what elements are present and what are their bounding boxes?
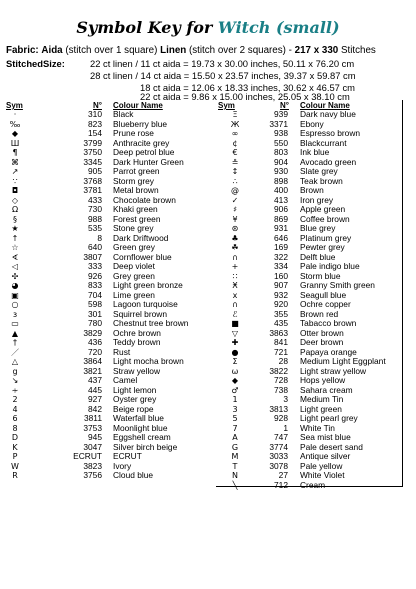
colour-name: Tabacco brown (300, 318, 357, 328)
colour-name: Anthracite grey (113, 137, 170, 148)
stitch-symbol: @ (231, 186, 239, 195)
colour-name: Storm grey (113, 175, 154, 186)
fabric-stitches: 217 x 330 (294, 45, 339, 56)
colour-name: Pewter grey (300, 242, 345, 252)
stitch-symbol: ■ (231, 319, 239, 328)
stitch-symbol: ☆ (11, 243, 19, 252)
stitch-symbol: 4 (12, 404, 18, 414)
stitch-symbol: ⊛ (231, 224, 239, 233)
stitch-symbol: ✚ (231, 338, 239, 347)
colour-number: 535 (88, 223, 102, 233)
colour-number: 833 (88, 280, 102, 290)
colour-number: 931 (274, 223, 288, 233)
colour-name: Deep petrol blue (113, 147, 175, 157)
colour-name: Rust (113, 346, 131, 357)
stitch-symbol: P (12, 452, 18, 461)
colour-name: Ebony (300, 118, 324, 129)
stitch-symbol: † (13, 338, 17, 347)
colour-number: 160 (274, 270, 288, 281)
stitch-symbol: ★ (11, 224, 19, 233)
colour-number: 927 (88, 394, 102, 404)
stitch-symbol: ∷ (232, 271, 238, 281)
colour-number: 3750 (83, 147, 102, 157)
colour-name: Light straw yellow (300, 365, 367, 376)
colour-name: Avocado green (300, 156, 357, 167)
colour-name: Deer brown (300, 337, 344, 347)
colour-name: Chestnut tree brown (113, 318, 189, 328)
colour-number: 780 (88, 318, 102, 328)
colour-name: Coffee brown (300, 213, 350, 224)
stitch-symbol: ♯ (233, 205, 237, 214)
stitch-symbol: ● (231, 347, 239, 357)
stitch-symbol: x (232, 290, 238, 300)
colour-number: 3821 (83, 365, 102, 376)
stitch-symbol: Ω (11, 205, 19, 214)
colour-name: Hops yellow (300, 375, 346, 385)
colour-number: 928 (274, 413, 288, 423)
stitch-symbol: · (13, 110, 17, 119)
colour-name: ECRUT (113, 451, 142, 461)
stitch-symbol: ↗ (11, 167, 19, 176)
colour-number: 842 (88, 403, 102, 414)
stitch-symbol: ◆ (11, 129, 19, 138)
colour-name: Straw yellow (113, 365, 161, 376)
stitch-symbol: ○ (11, 300, 19, 309)
size-line-4: 22 ct aida = 9.86 x 15.00 inches, 25.05 x 38.10 cm (140, 91, 350, 102)
colour-number: 932 (274, 289, 288, 300)
colour-number: 3829 (83, 327, 102, 338)
colour-name: Camel (113, 375, 138, 385)
stitch-symbol: ∞ (231, 129, 239, 138)
colour-number: 3799 (83, 137, 102, 148)
size-line-2: 28 ct linen / 14 ct aida = 15.50 x 23.57 inches, 39.37 x 59.87 cm (90, 70, 356, 81)
stitch-symbol: Σ (232, 357, 238, 366)
colour-number: 926 (88, 270, 102, 281)
colour-name: Sahara cream (300, 384, 353, 395)
colour-number: 433 (88, 194, 102, 205)
colour-number: 988 (88, 213, 102, 224)
colour-name: Otter brown (300, 327, 344, 338)
colour-name: Ivory (113, 460, 132, 471)
colour-name: Eggshell cream (113, 432, 171, 442)
colour-number: 169 (274, 242, 288, 252)
colour-number: 730 (88, 204, 102, 214)
stitch-symbol: 5 (232, 414, 238, 423)
stitch-symbol: △ (11, 357, 19, 366)
colour-number: 3781 (83, 185, 102, 195)
colour-name: Iron grey (300, 194, 334, 205)
colour-name: Granny Smith green (300, 280, 375, 290)
stitch-symbol: ℰ (232, 309, 238, 319)
header-sym-right: Sym (218, 101, 235, 110)
colour-name: Dark Hunter Green (113, 156, 184, 167)
colour-number: 413 (274, 194, 288, 205)
colour-number: 3768 (83, 175, 102, 186)
colour-name: Platinum grey (300, 232, 352, 243)
colour-number: 3811 (83, 413, 102, 423)
pattern-name: Witch (small) (217, 18, 340, 37)
fabric-linen: Linen (160, 45, 187, 56)
colour-name: Sea mist blue (300, 432, 351, 442)
colour-number: 905 (88, 166, 102, 176)
stitch-symbol: D (11, 433, 19, 442)
colour-number: 3813 (269, 403, 288, 414)
colour-number: 930 (274, 166, 288, 176)
header-name-right: Colour Name (300, 101, 350, 110)
colour-number: 3078 (269, 460, 288, 471)
stitch-symbol: ¢ (232, 138, 238, 148)
stitch-symbol: ↑ (11, 233, 19, 243)
stitch-symbol: ◘ (11, 186, 19, 195)
colour-name: Ink blue (300, 147, 330, 157)
stitch-symbol: § (13, 214, 17, 224)
stitch-symbol: ◆ (231, 376, 239, 385)
colour-name: Seagull blue (300, 289, 347, 300)
colour-name: Slate grey (300, 166, 338, 176)
colour-name: Silver birch beige (113, 441, 178, 452)
stitch-symbol: A (232, 433, 238, 442)
stitch-symbol: G (231, 442, 239, 452)
stitch-symbol: ω (231, 366, 239, 376)
colour-name: Teddy brown (113, 337, 161, 347)
colour-number: 939 (274, 109, 288, 119)
colour-name: Espresso brown (300, 128, 361, 138)
stitch-symbol: ◕ (11, 281, 19, 290)
stitch-symbol: Ж (230, 119, 240, 129)
colour-number: 435 (274, 318, 288, 328)
colour-name: Light mocha brown (113, 356, 184, 366)
colour-number: 598 (88, 299, 102, 309)
colour-number: 3822 (269, 365, 288, 376)
colour-name: Brown (300, 185, 324, 195)
colour-name: Brown red (300, 308, 339, 319)
colour-number: 898 (274, 175, 288, 186)
colour-name: Lagoon turquoise (113, 299, 178, 309)
stitch-symbol: ✓ (231, 195, 239, 205)
colour-number: 3864 (83, 356, 102, 366)
colour-number: 738 (274, 384, 288, 395)
colour-name: Metal brown (113, 185, 159, 195)
colour-name: White Violet (300, 470, 345, 480)
title-prefix: Symbol Key for (76, 18, 218, 37)
stitch-symbol: R (12, 471, 18, 480)
colour-number: 8 (97, 232, 102, 243)
fabric-label: Fabric: (6, 45, 39, 56)
colour-number: 333 (88, 261, 102, 271)
colour-number: ECRUT (73, 451, 102, 461)
colour-number: 823 (88, 118, 102, 129)
stitch-symbol: 8 (12, 423, 18, 433)
colour-number: 907 (274, 280, 288, 290)
colour-name: Blue grey (300, 223, 336, 233)
colour-name: Pale indigo blue (300, 261, 360, 271)
colour-number: 400 (274, 185, 288, 195)
size-line-3: 18 ct aida = 12.06 x 18.33 inches, 30.62 x 46.57 cm (140, 82, 355, 93)
colour-number: 27 (278, 470, 288, 480)
colour-number: 3823 (83, 460, 102, 471)
colour-number: 904 (274, 156, 288, 167)
colour-name: Apple green (300, 204, 346, 214)
colour-number: 3863 (269, 327, 288, 338)
stitch-symbol: N (232, 471, 238, 480)
colour-number: 869 (274, 213, 288, 224)
stitch-symbol: ／ (11, 347, 19, 357)
colour-number: 1 (283, 422, 288, 433)
colour-number: 334 (274, 261, 288, 271)
colour-name: Khaki green (113, 204, 158, 214)
stitch-symbol: ☘ (231, 243, 239, 252)
colour-number: 436 (88, 337, 102, 347)
colour-number: 712 (274, 479, 288, 490)
header-sym-left: Sym (6, 101, 23, 110)
stitch-symbol: ▭ (11, 319, 19, 328)
colour-name: White Tin (300, 422, 335, 433)
stitch-symbol: ∵ (12, 176, 18, 186)
stitch-symbol: ∩ (232, 252, 238, 262)
colour-number: 728 (274, 375, 288, 385)
stitch-symbol: Ξ (232, 110, 238, 119)
colour-name: Squirrel brown (113, 308, 167, 319)
stitch-symbol: ¶ (12, 148, 18, 157)
colour-name: Stone grey (113, 223, 154, 233)
colour-name: Waterfall blue (113, 413, 164, 423)
stitch-symbol: ♂ (231, 385, 239, 395)
stitch-symbol: 1 (232, 395, 238, 404)
stitch-symbol: 6 (12, 414, 18, 423)
colour-name: Ochre brown (113, 327, 161, 338)
stitch-symbol: ♣ (231, 233, 239, 243)
colour-name: Ochre copper (300, 299, 351, 309)
colour-name: Cloud blue (113, 470, 154, 480)
colour-number: 906 (274, 204, 288, 214)
colour-name: Antique silver (300, 451, 351, 461)
stitch-symbol: ▽ (231, 328, 239, 338)
colour-name: Grey green (113, 270, 155, 281)
header-num-right: N° (280, 101, 289, 110)
colour-number: 550 (274, 137, 288, 148)
stitch-symbol: T (232, 461, 238, 471)
stitch-symbol: Ш (10, 138, 20, 148)
colour-number: 3345 (83, 156, 102, 167)
stitch-symbol: Ӿ (232, 281, 238, 290)
colour-name: Light green bronze (113, 280, 183, 290)
colour-number: 154 (88, 128, 102, 138)
stitch-symbol: ▲ (11, 328, 19, 338)
colour-number: 3371 (269, 118, 288, 129)
stitch-symbol: ‰ (9, 119, 21, 129)
stitch-symbol: ∻ (11, 385, 19, 395)
colour-number: 310 (88, 109, 102, 119)
fabric-stitches-suffix: Stitches (340, 45, 376, 56)
stitch-symbol: ✣ (11, 271, 19, 281)
header-num-left: N° (93, 101, 102, 110)
colour-number: 945 (88, 432, 102, 442)
colour-name: Cornflower blue (113, 251, 172, 262)
fabric-linen-note: (stitch over 2 squares) - (189, 45, 292, 56)
stitch-symbol: K (12, 442, 18, 452)
colour-name: Deep violet (113, 261, 155, 271)
stitch-symbol: ↕ (231, 167, 239, 176)
stitch-symbol: g (12, 366, 18, 376)
colour-number: 841 (274, 337, 288, 347)
stitch-symbol: ◇ (11, 195, 19, 205)
stitched-size-label: StitchedSize: (6, 58, 65, 69)
stitch-symbol: ∩ (232, 300, 238, 309)
fabric-line (6, 45, 376, 56)
header-name-left: Colour Name (113, 101, 163, 110)
colour-number: 640 (88, 242, 102, 252)
colour-number: 3 (283, 394, 288, 404)
colour-name: Blackcurrant (300, 137, 347, 148)
stitch-symbol: ⌘ (11, 157, 19, 167)
colour-name: Green grey (113, 242, 155, 252)
colour-name: Lime green (113, 289, 155, 300)
colour-name: Prune rose (113, 128, 154, 138)
stitch-symbol: € (232, 148, 238, 157)
colour-number: 28 (278, 356, 288, 366)
colour-number: 720 (88, 346, 102, 357)
stitch-symbol: 3 (232, 404, 238, 414)
colour-name: Cream (300, 479, 326, 490)
colour-name: Light lemon (113, 384, 157, 395)
colour-name: Parrot green (113, 166, 160, 176)
colour-name: Light green (300, 403, 342, 414)
stitch-symbol: W (11, 461, 19, 471)
colour-number: 938 (274, 128, 288, 138)
fabric-aida-note: (stitch over 1 square) (65, 45, 158, 56)
colour-name: Black (113, 109, 134, 119)
stitch-symbol: M (231, 452, 239, 461)
colour-number: 3753 (83, 422, 102, 433)
colour-name: Pale yellow (300, 460, 343, 471)
colour-name: Chocolate brown (113, 194, 176, 205)
colour-number: 920 (274, 299, 288, 309)
colour-number: 704 (88, 289, 102, 300)
page-title (0, 18, 416, 37)
stitch-symbol: + (231, 262, 239, 271)
colour-number: 437 (88, 375, 102, 385)
stitch-symbol: ↘ (11, 376, 19, 385)
stitch-symbol: ¥ (232, 214, 238, 224)
colour-number: 803 (274, 147, 288, 157)
colour-name: Dark Driftwood (113, 232, 169, 243)
colour-name: Teak brown (300, 175, 343, 186)
colour-name: Light pearl grey (300, 413, 358, 423)
stitch-symbol: ▣ (11, 290, 19, 300)
fabric-aida: Aida (41, 45, 63, 56)
stitch-symbol: ◁ (11, 262, 19, 271)
colour-name: Medium Tin (300, 394, 344, 404)
colour-name: Dark navy blue (300, 109, 356, 119)
colour-number: 445 (88, 384, 102, 395)
stitch-symbol: 2 (12, 395, 18, 404)
colour-number: 3033 (269, 451, 288, 461)
stitch-symbol: 7 (232, 423, 238, 433)
stitch-symbol: ≗ (231, 157, 239, 167)
colour-name: Forest green (113, 213, 161, 224)
colour-name: Medium Light Eggplant (300, 356, 386, 366)
colour-name: Storm blue (300, 270, 341, 281)
colour-name: Moonlight blue (113, 422, 168, 433)
colour-name: Papaya orange (300, 346, 357, 357)
stitch-symbol: з (12, 309, 18, 319)
colour-number: 3774 (269, 441, 288, 452)
stitch-symbol: ∢ (11, 252, 19, 262)
colour-number: 3807 (83, 251, 102, 262)
colour-name: Pale desert sand (300, 441, 363, 452)
colour-number: 355 (274, 308, 288, 319)
colour-number: 3047 (83, 441, 102, 452)
colour-name: Beige rope (113, 403, 154, 414)
colour-number: 322 (274, 251, 288, 262)
colour-name: Oyster grey (113, 394, 157, 404)
colour-number: 747 (274, 432, 288, 442)
stitch-symbol: ╲ (232, 480, 238, 490)
colour-number: 301 (88, 308, 102, 319)
colour-number: 646 (274, 232, 288, 243)
colour-name: Delft blue (300, 251, 336, 262)
size-line-1: 22 ct linen / 11 ct aida = 19.73 x 30.00 inches, 50.11 x 76.20 cm (90, 58, 355, 69)
colour-name: Blueberry blue (113, 118, 168, 129)
colour-number: 721 (274, 346, 288, 357)
colour-number: 3756 (83, 470, 102, 480)
stitch-symbol: ∴ (232, 176, 238, 186)
